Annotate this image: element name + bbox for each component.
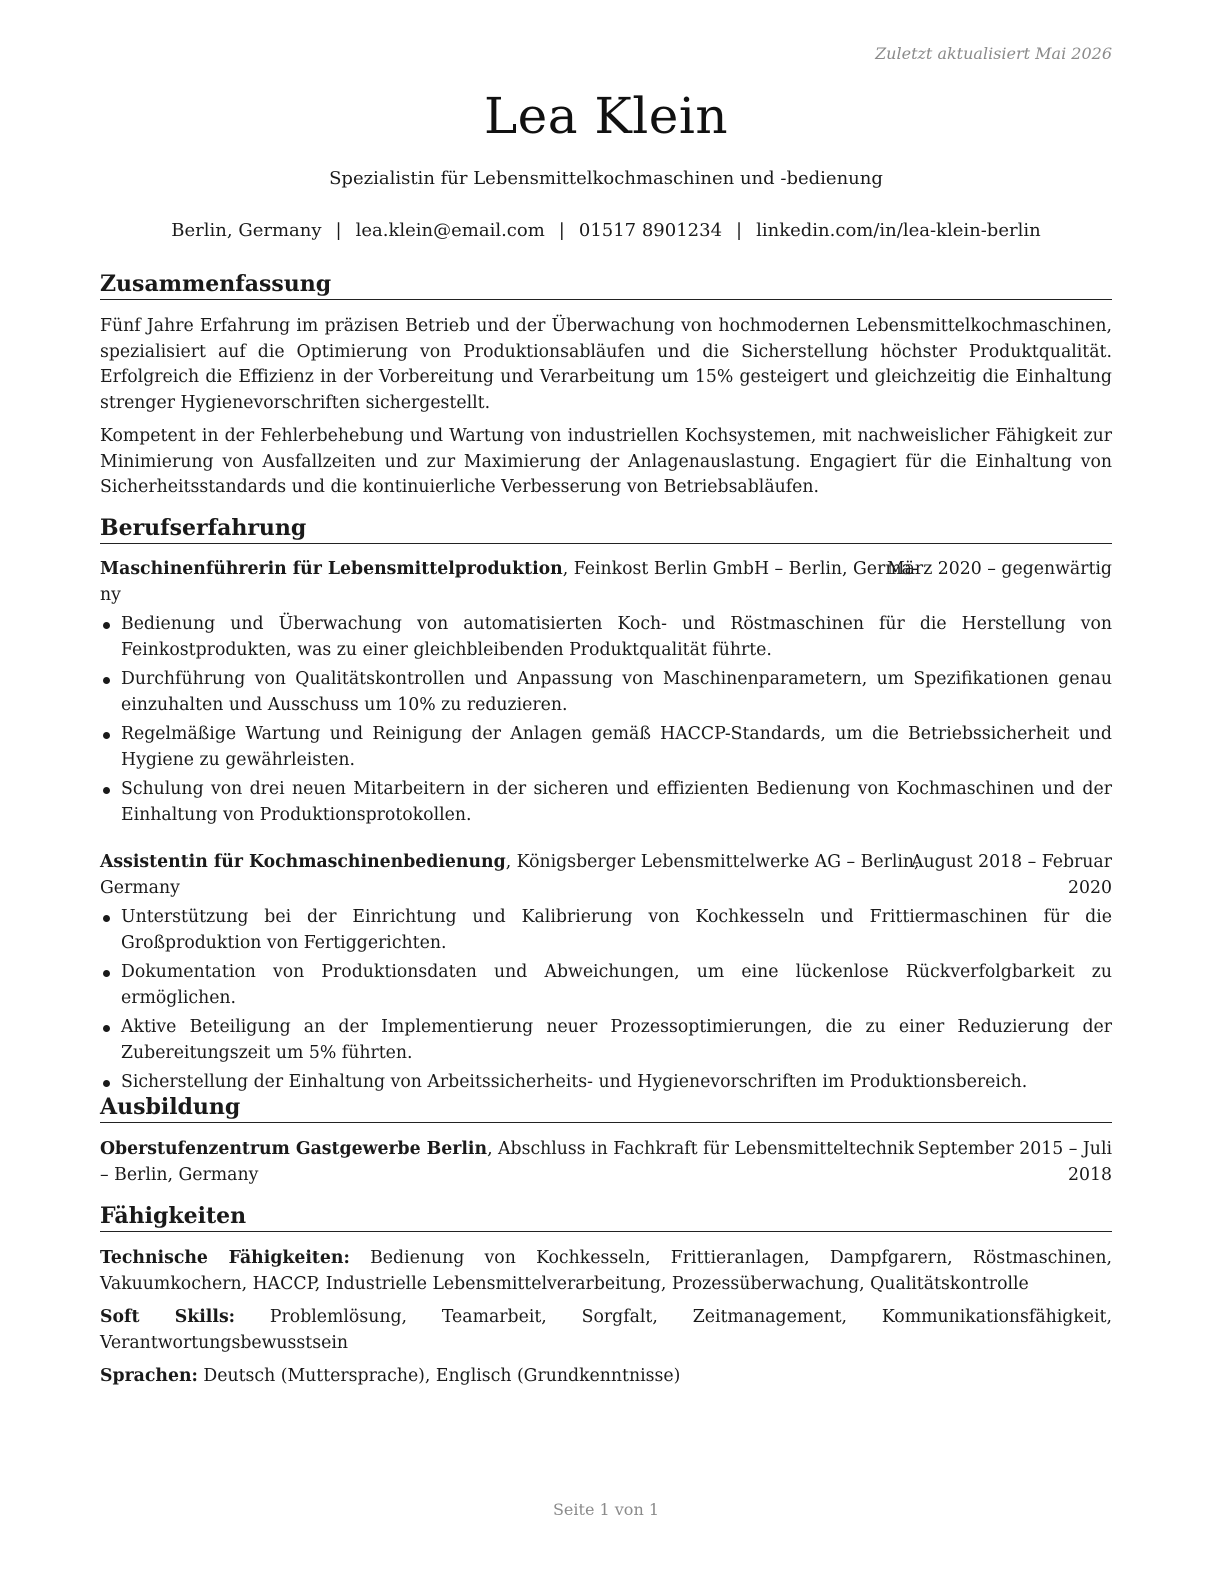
job-header: [100, 557, 1112, 608]
job-company-continued: ny: [100, 584, 121, 605]
skill-value: Deutsch (Muttersprache), Englisch (Grundkenntnisse): [197, 1366, 681, 1386]
list-item: Durchführung von Qualitätskontrollen und Anpassung von Maschinenparametern, um Spezifikationen genau einzuhalten und Ausschuss um 10% zu reduzieren.: [100, 667, 1112, 718]
bullet-icon: [103, 677, 110, 684]
list-item: Dokumentation von Produktionsdaten und Abweichungen, um eine lückenlose Rückverfolgbarkeit zu ermöglichen.: [100, 960, 1112, 1011]
skill-label: Soft Skills:: [100, 1307, 236, 1327]
education-detail: , Abschluss in Fachkraft für Lebensmitteltechnik: [487, 1139, 915, 1159]
job-company: , Königsberger Lebensmittelwerke AG – Berlin,: [505, 852, 920, 872]
job-title-line: [100, 557, 918, 608]
education-line: [100, 1137, 914, 1188]
job-dates: März 2020 – gegenwärtig: [886, 559, 1112, 579]
education-dates: September 2015 – Juli 2018: [917, 1139, 1112, 1185]
section-title-experience: Berufserfahrung: [100, 514, 1112, 544]
education-school: Oberstufenzentrum Gastgewerbe Berlin: [100, 1139, 488, 1159]
contact-line: [100, 218, 1112, 244]
page-number: Seite 1 von 1: [552, 1500, 660, 1519]
bullet-icon: [103, 732, 110, 739]
contact-separator: |: [558, 220, 565, 241]
job-role: Maschinenführerin für Lebensmittelproduktion: [100, 559, 563, 579]
job-role: Assistentin für Kochmaschinenbedienung: [100, 852, 506, 872]
contact-location: Berlin, Germany: [171, 220, 322, 241]
bullet-icon: [103, 970, 110, 977]
candidate-subtitle: Spezialistin für Lebensmittelkochmaschinen und -bedienung: [329, 168, 883, 189]
skill-value: Bedienung von Kochkesseln, Frittieranlagen, Dampfgarern, Röstmaschinen, Vakuumkochern, HACCP, Industrielle Lebensmittelverarbeitung, Prozessüberwachung, Qualitätskontrolle: [100, 1248, 1112, 1294]
candidate-name: Lea Klein: [483, 87, 729, 145]
contact-phone: 01517 8901234: [578, 220, 723, 241]
bullet-icon: [103, 1080, 110, 1087]
section-title-skills: Fähigkeiten: [100, 1202, 1112, 1232]
contact-linkedin[interactable]: linkedin.com/in/lea-klein-berlin: [756, 220, 1041, 241]
job-title-line: [100, 850, 920, 901]
bullet-icon: [103, 1025, 110, 1032]
resume-page: [100, 0, 1112, 1584]
skill-row: [100, 1305, 1112, 1356]
list-item: Schulung von drei neuen Mitarbeitern in der sicheren und effizienten Bedienung von Kochmaschinen und der Einhaltung von Produktionsprotokollen.: [100, 777, 1112, 828]
contact-separator: |: [335, 220, 342, 241]
contact-separator: |: [736, 220, 743, 241]
job-bullets: [100, 612, 1112, 832]
list-item: Sicherstellung der Einhaltung von Arbeitssicherheits- und Hygienevorschriften im Produktionsbereich.: [100, 1070, 1112, 1096]
contact-email[interactable]: lea.klein@email.com: [355, 220, 545, 241]
bullet-icon: [103, 915, 110, 922]
job-company-continued: Germany: [100, 877, 180, 898]
job-bullets: [100, 905, 1112, 1100]
skill-row: [100, 1364, 1112, 1390]
list-item: Regelmäßige Wartung und Reinigung der Anlagen gemäß HACCP-Standards, um die Betriebssicherheit und Hygiene zu gewährleisten.: [100, 722, 1112, 773]
education-entry: [100, 1137, 1112, 1188]
section-title-education: Ausbildung: [100, 1093, 1112, 1123]
list-item: Bedienung und Überwachung von automatisierten Koch- und Röstmaschinen für die Herstellung von Feinkostprodukten, was zu einer gleichbleibenden Produktqualität führte.: [100, 612, 1112, 663]
summary-paragraph: Kompetent in der Fehlerbehebung und Wartung von industriellen Kochsystemen, mit nachweislicher Fähigkeit zur Minimierung von Ausfallzeiten und zur Maximierung der Anlagenauslastung. Engagiert für die Einhaltung von Sicherheitsstandards und die kontinuierliche Verbesserung von Betriebsabläufen.: [100, 426, 1112, 497]
section-title-summary: Zusammenfassung: [100, 270, 1112, 300]
list-item: Aktive Beteiligung an der Implementierung neuer Prozessoptimierungen, die zu einer Reduzierung der Zubereitungszeit um 5% führten.: [100, 1015, 1112, 1066]
education-location: – Berlin, Germany: [100, 1164, 259, 1185]
skill-label: Technische Fähigkeiten:: [100, 1248, 350, 1268]
job-company: , Feinkost Berlin GmbH – Berlin, Germa-: [562, 559, 918, 579]
skill-row: [100, 1246, 1112, 1297]
summary-paragraph: Fünf Jahre Erfahrung im präzisen Betrieb und der Überwachung von hochmodernen Lebensmittelkochmaschinen, spezialisiert auf die Optimierung von Produktionsabläufen und die Sicherstellung höchster Produktqualität. Erfolgreich die Effizienz in der Vorbereitung und Verarbeitung um 15% gesteigert und gleichzeitig die Einhaltung strenger Hygienevorschriften sichergestellt.: [100, 316, 1112, 413]
job-dates: August 2018 – Februar 2020: [910, 852, 1112, 898]
last-updated: Zuletzt aktualisiert Mai 2026: [875, 44, 1112, 63]
job-header: [100, 850, 1112, 901]
skill-label: Sprachen:: [100, 1366, 198, 1386]
bullet-icon: [103, 622, 110, 629]
bullet-icon: [103, 787, 110, 794]
skill-value: Problemlösung, Teamarbeit, Sorgfalt, Zeitmanagement, Kommunikationsfähigkeit, Verantwortungsbewusstsein: [100, 1307, 1112, 1353]
list-item: Unterstützung bei der Einrichtung und Kalibrierung von Kochkesseln und Frittiermaschinen für die Großproduktion von Fertiggerichten.: [100, 905, 1112, 956]
